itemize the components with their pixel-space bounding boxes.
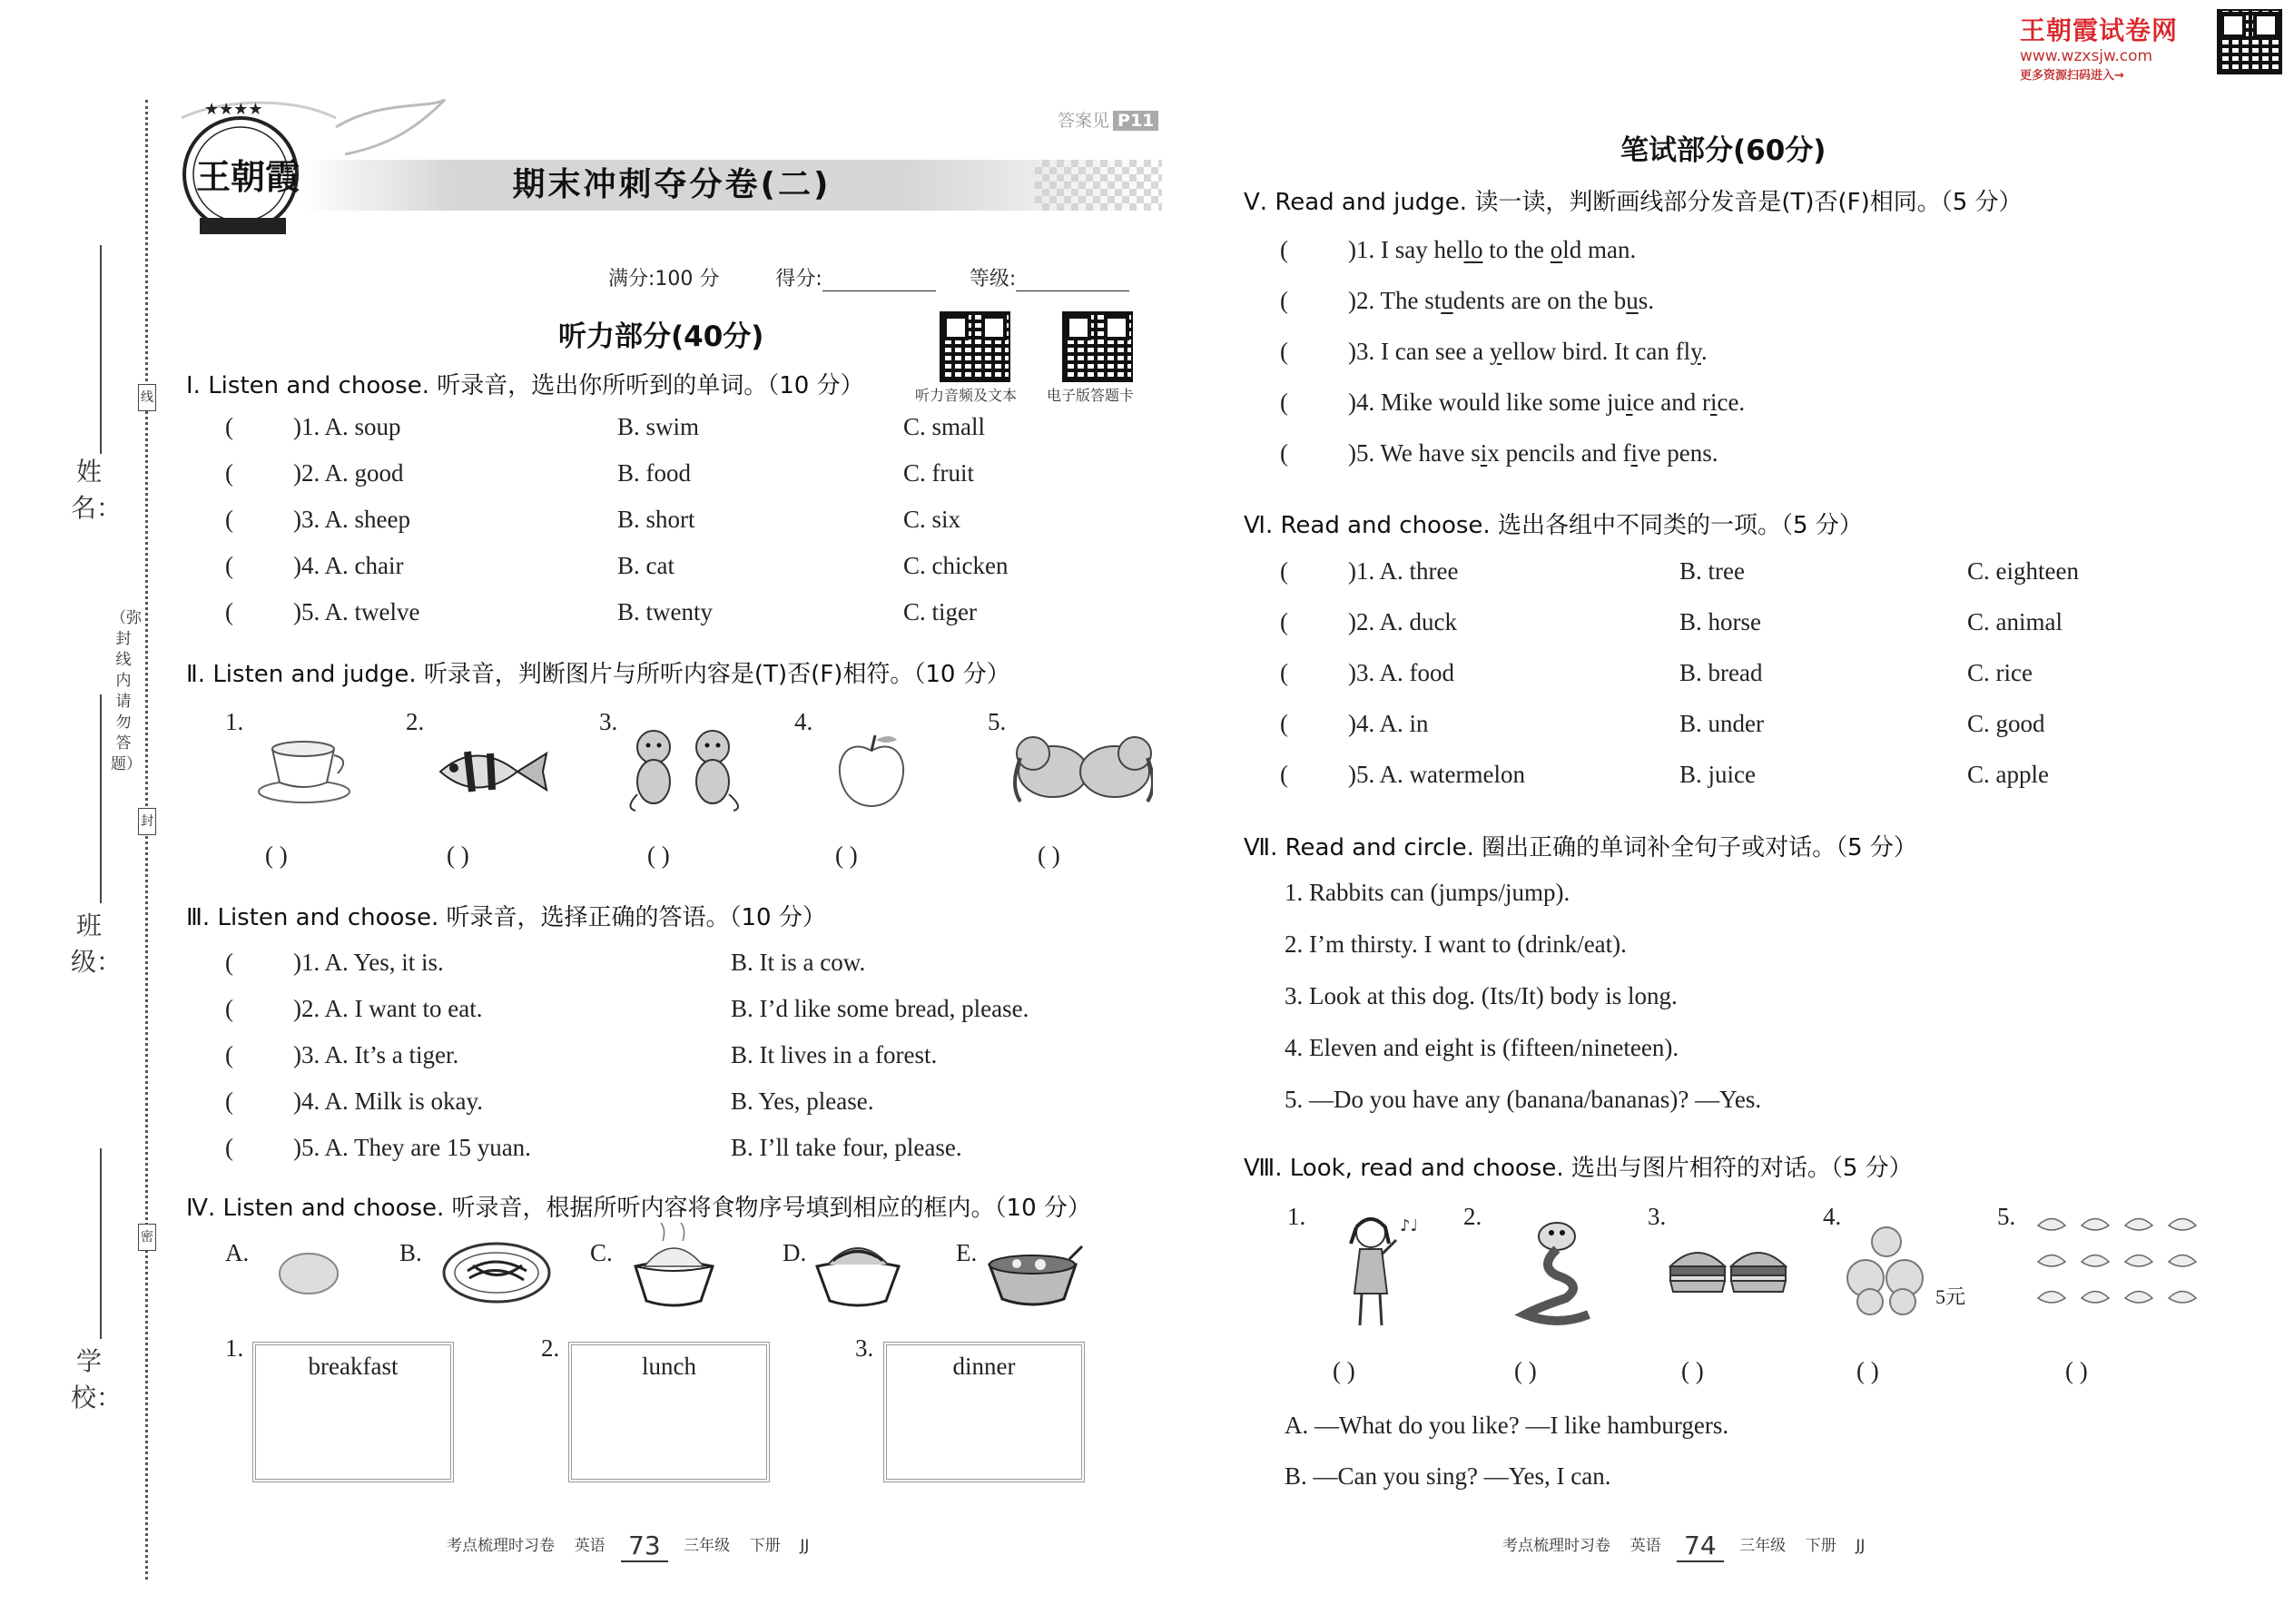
dialogue-option: B. —Can you sing? —Yes, I can. <box>1285 1462 1611 1490</box>
question-option-a: )5. A. watermelon <box>1348 761 1525 788</box>
elephants-picture <box>1008 722 1153 812</box>
score-line <box>608 263 1157 291</box>
section-8-title: Ⅷ. Look, read and choose. 选出与图片相符的对话。（5 分） <box>1244 1155 1913 1182</box>
question-option-b: B. Yes, please. <box>731 1088 874 1115</box>
grade-label: 等级: <box>969 268 1017 290</box>
sentence-text: I can see a <box>1381 338 1490 365</box>
answer-paren[interactable]: ( <box>1280 557 1288 585</box>
answer-paren[interactable]: ( ) <box>1681 1357 1704 1384</box>
answer-paren[interactable]: ( ) <box>447 842 469 869</box>
qr-code-audio[interactable] <box>940 311 1010 382</box>
food-letter: B. <box>399 1239 422 1266</box>
score-label: 得分: <box>775 268 822 290</box>
monkeys-picture <box>617 722 753 812</box>
sentence-text: x pencils and f <box>1487 439 1631 467</box>
question-option-a: )5. A. twelve <box>293 598 420 625</box>
underlined-segment: u <box>1441 287 1453 314</box>
footer-grade-left: 三年级 <box>684 1537 731 1555</box>
answer-paren[interactable]: ( <box>1280 338 1288 365</box>
fish-picture <box>427 735 554 808</box>
answer-paren[interactable]: ( ) <box>1514 1357 1537 1384</box>
answer-paren[interactable]: ( <box>225 995 233 1022</box>
circle-sentence[interactable]: 4. Eleven and eight is (fifteen/nineteen). <box>1285 1034 1679 1061</box>
meal-answer-box[interactable] <box>568 1342 770 1482</box>
answer-paren[interactable]: ( ) <box>835 842 858 869</box>
sentence-text: ellow bird. It can fl <box>1501 338 1691 365</box>
food-letter: C. <box>590 1239 613 1266</box>
sentence <box>1348 287 1654 315</box>
sentence-text: )5. <box>1348 439 1381 467</box>
section-3-title: Ⅲ. Listen and choose. 听录音，选择正确的答语。（10 分） <box>186 904 826 931</box>
answer-paren[interactable]: ( <box>225 459 233 487</box>
underlined-segment: o <box>1550 236 1563 263</box>
underlined-segment: i <box>1625 389 1633 416</box>
question-option-c: C. animal <box>1967 608 2063 635</box>
answer-paren[interactable]: ( <box>1280 389 1288 416</box>
sentence <box>1348 439 1718 468</box>
footer-subject-left: 英语 <box>574 1537 605 1555</box>
question-option-b: B. food <box>617 459 691 487</box>
sentence-text: )4. <box>1348 389 1381 416</box>
question-option-a: )2. A. good <box>293 459 404 487</box>
sentence-text: Mike would like some ju <box>1381 389 1626 416</box>
answer-paren[interactable]: ( ) <box>1333 1357 1355 1384</box>
underlined-segment: i <box>1709 389 1718 416</box>
binding-mark-seal: 封 <box>138 808 156 835</box>
underlined-segment: lo <box>1463 236 1483 263</box>
sentence-text: s. <box>1638 287 1654 314</box>
logo-text: 王朝霞 <box>196 156 300 197</box>
site-tagline: 更多资源扫码进入→ <box>2020 69 2124 83</box>
site-brand[interactable] <box>2020 11 2178 83</box>
sentence-text: )1. <box>1348 236 1381 263</box>
underlined-segment: u <box>1626 287 1639 314</box>
sentence <box>1348 338 1708 366</box>
question-option-b: B. horse <box>1679 608 1761 635</box>
answer-paren[interactable]: ( ) <box>265 842 288 869</box>
egg-picture <box>272 1248 345 1298</box>
listening-heading: 听力部分(40分) <box>558 320 764 353</box>
qr-label-audio: 听力音频及文本 <box>915 387 1018 404</box>
box-number: 3. <box>855 1334 874 1362</box>
question-option-c: C. eighteen <box>1967 557 2079 585</box>
footer-grade-right: 三年级 <box>1739 1537 1787 1555</box>
question-option-b: B. juice <box>1679 761 1756 788</box>
sentence-text: to the <box>1482 236 1551 263</box>
question-option-a: )2. A. I want to eat. <box>293 995 483 1022</box>
section-7-title: Ⅶ. Read and circle. 圈出正确的单词补全句子或对话。（5 分） <box>1244 834 1917 861</box>
question-option-c: C. six <box>903 506 961 533</box>
question-option-a: )3. A. food <box>1348 659 1454 686</box>
writing-heading: 笔试部分(60分) <box>1620 134 1826 167</box>
answer-paren[interactable]: ( <box>1280 287 1288 314</box>
site-url: www.wzxsjw.com <box>2020 47 2153 65</box>
question-option-a: )3. A. It’s a tiger. <box>293 1041 459 1068</box>
answer-paren[interactable]: ( <box>1280 761 1288 788</box>
underlined-segment: i <box>1630 439 1639 467</box>
page-number-right: 74 <box>1677 1530 1724 1562</box>
question-option-a: )1. A. soup <box>293 413 401 440</box>
circle-sentence[interactable]: 3. Look at this dog. (Its/It) body is long. <box>1285 982 1678 1009</box>
pears-picture <box>1843 1216 1929 1316</box>
footer-series-left: 考点梳理时习卷 <box>447 1537 555 1555</box>
birds-picture <box>2029 1207 2210 1325</box>
dialogue-option: A. —What do you like? —I like hamburgers. <box>1285 1412 1729 1439</box>
question-option-c: C. small <box>903 413 986 440</box>
picture-number: 2. <box>406 708 425 735</box>
binding-dotted-line <box>145 100 148 1580</box>
food-letter: E. <box>956 1239 978 1266</box>
footer-edition-left: JJ <box>800 1537 810 1555</box>
answer-reference <box>1058 107 1158 132</box>
question-option-c: C. tiger <box>903 598 977 625</box>
class-label: 班级： <box>71 910 123 977</box>
apple-picture <box>826 731 917 812</box>
answer-paren[interactable]: ( <box>1280 659 1288 686</box>
question-option-b: B. cat <box>617 552 674 579</box>
picture-number: 5. <box>1997 1203 2016 1230</box>
grade-field[interactable] <box>1016 271 1129 291</box>
answer-paren[interactable]: ( <box>225 598 233 625</box>
footer-left <box>447 1530 809 1562</box>
seal-note: （弥封线内请勿答题） <box>111 609 142 773</box>
circle-sentence[interactable]: 1. Rabbits can (jumps/jump). <box>1285 879 1570 906</box>
circle-sentence[interactable]: 2. I’m thirsty. I want to (drink/eat). <box>1285 930 1627 958</box>
footer-term-right: 下册 <box>1805 1537 1836 1555</box>
site-qr-code[interactable] <box>2217 9 2282 74</box>
food-letter: D. <box>783 1239 807 1266</box>
question-option-c: C. apple <box>1967 761 2049 788</box>
answer-paren[interactable]: ( <box>1280 608 1288 635</box>
answer-paren[interactable]: ( <box>225 949 233 976</box>
sentence-text: ce. <box>1717 389 1746 416</box>
answer-paren[interactable]: ( ) <box>2065 1357 2088 1384</box>
picture-number: 1. <box>225 708 244 735</box>
page-title: 期末冲刺夺分卷(二) <box>512 166 832 203</box>
section-1-title: Ⅰ. Listen and choose. 听录音，选出你所听到的单词。（10 分） <box>186 372 864 399</box>
answer-paren[interactable]: ( <box>225 1041 233 1068</box>
question-option-b: B. short <box>617 506 695 533</box>
answer-paren[interactable]: ( <box>225 552 233 579</box>
sentence-text: I say hel <box>1381 236 1464 263</box>
class-field[interactable] <box>100 694 102 903</box>
picture-number: 4. <box>1823 1203 1842 1230</box>
answer-paren[interactable]: ( <box>225 413 233 440</box>
sentence-text: )3. <box>1348 338 1381 365</box>
sentence-text: ld man. <box>1562 236 1637 263</box>
picture-number: 2. <box>1463 1203 1482 1230</box>
name-label: 姓名： <box>71 457 123 523</box>
footer-edition-right: JJ <box>1856 1537 1866 1555</box>
meal-answer-box[interactable] <box>883 1342 1085 1482</box>
sentence <box>1348 236 1636 264</box>
girl-singing-picture <box>1325 1207 1425 1334</box>
question-option-a: )2. A. duck <box>1348 608 1457 635</box>
question-option-a: )4. A. Milk is okay. <box>293 1088 483 1115</box>
box-number: 1. <box>225 1334 244 1362</box>
question-option-a: )4. A. chair <box>293 552 404 579</box>
snake-picture <box>1502 1216 1602 1330</box>
question-option-a: )5. A. They are 15 yuan. <box>293 1134 531 1161</box>
underlined-segment: i <box>1480 439 1488 467</box>
school-field[interactable] <box>100 1148 102 1339</box>
section-2-title: Ⅱ. Listen and judge. 听录音，判断图片与所听内容是(T)否(F)相符。（10 分） <box>186 661 1010 688</box>
answer-paren[interactable]: ( ) <box>1038 842 1060 869</box>
answer-paren[interactable]: ( <box>1280 439 1288 467</box>
score-field[interactable] <box>822 271 936 291</box>
question-option-b: B. It is a cow. <box>731 949 866 976</box>
circle-sentence[interactable]: 5. —Do you have any (banana/bananas)? —Yes. <box>1285 1086 1762 1113</box>
meal-answer-box[interactable] <box>252 1342 454 1482</box>
footer-series-right: 考点梳理时习卷 <box>1502 1537 1610 1555</box>
sentence-text: ce and r <box>1632 389 1710 416</box>
teacup-picture <box>254 726 354 808</box>
hamburgers-picture <box>1666 1239 1793 1307</box>
picture-number: 5. <box>988 708 1007 735</box>
binding-mark-line: 线 <box>138 384 156 411</box>
section-5-title: Ⅴ. Read and judge. 读一读，判断画线部分发音是(T)否(F)相同。（5 分） <box>1244 189 2023 216</box>
footer-subject-right: 英语 <box>1629 1537 1661 1555</box>
sentence-text: dents are on the b <box>1452 287 1627 314</box>
answer-paren[interactable]: ( <box>225 506 233 533</box>
question-option-a: )4. A. in <box>1348 710 1429 737</box>
picture-number: 3. <box>599 708 618 735</box>
site-name: 王朝霞试卷网 <box>2020 15 2179 45</box>
noodle-bowl-picture <box>808 1221 908 1312</box>
sentence-text: We have s <box>1380 439 1481 467</box>
section-6-title: Ⅵ. Read and choose. 选出各组中不同类的一项。（5 分） <box>1244 512 1863 539</box>
sentence-text: )2. <box>1348 287 1381 314</box>
answer-paren[interactable]: ( <box>225 1134 233 1161</box>
question-option-b: B. tree <box>1679 557 1745 585</box>
question-option-c: C. good <box>1967 710 2045 737</box>
price-tag: 5元 <box>1935 1285 1966 1308</box>
noodles-plate-picture <box>440 1235 554 1307</box>
answer-paren[interactable]: ( ) <box>647 842 670 869</box>
rice-bowl-picture <box>626 1221 722 1312</box>
question-option-a: )3. A. sheep <box>293 506 410 533</box>
question-option-b: B. It lives in a forest. <box>731 1041 938 1068</box>
question-option-a: )1. A. three <box>1348 557 1459 585</box>
section-4-title: Ⅳ. Listen and choose. 听录音，根据所听内容将食物序号填到相应的框内。（10 分） <box>186 1195 1091 1222</box>
picture-number: 3. <box>1648 1203 1667 1230</box>
sentence <box>1348 389 1745 417</box>
box-number: 2. <box>541 1334 560 1362</box>
answer-paren[interactable]: ( ) <box>1856 1357 1879 1384</box>
answer-paren[interactable]: ( <box>1280 236 1288 263</box>
qr-code-answer-card[interactable] <box>1062 311 1133 382</box>
question-option-b: B. twenty <box>617 598 713 625</box>
question-option-b: B. swim <box>617 413 700 440</box>
question-option-b: B. bread <box>1679 659 1763 686</box>
question-option-b: B. under <box>1679 710 1764 737</box>
svg-text:★★★★: ★★★★ <box>204 100 263 119</box>
full-score: 满分:100 分 <box>608 268 720 290</box>
question-option-b: B. I’d like some bread, please. <box>731 995 1029 1022</box>
svg-text:♪♩: ♪♩ <box>1400 1216 1418 1235</box>
meal-label: dinner <box>952 1353 1016 1380</box>
food-letter: A. <box>225 1239 250 1266</box>
question-option-c: C. rice <box>1967 659 2033 686</box>
title-checker-pattern <box>1035 160 1162 211</box>
question-option-a: )1. A. Yes, it is. <box>293 949 444 976</box>
name-field[interactable] <box>100 245 102 454</box>
answer-paren[interactable]: ( <box>1280 710 1288 737</box>
meal-label: breakfast <box>308 1353 399 1380</box>
question-option-b: B. I’ll take four, please. <box>731 1134 962 1161</box>
underlined-segment: y <box>1489 338 1502 365</box>
footer-right <box>1502 1530 1865 1562</box>
binding-mark-secret: 密 <box>138 1224 156 1251</box>
underlined-segment: y <box>1690 338 1701 365</box>
soup-bowl-picture <box>980 1239 1085 1312</box>
picture-number: 1. <box>1287 1203 1306 1230</box>
footer-term-left: 下册 <box>749 1537 781 1555</box>
answer-ref-label: 答案见 <box>1058 111 1110 131</box>
school-label: 学校： <box>71 1346 123 1412</box>
question-option-c: C. fruit <box>903 459 974 487</box>
meal-label: lunch <box>642 1353 696 1380</box>
sentence-text: ve pens. <box>1638 439 1718 467</box>
page-number-left: 73 <box>621 1530 668 1562</box>
sentence-text: . <box>1700 338 1708 365</box>
question-option-c: C. chicken <box>903 552 1009 579</box>
sentence-text: The st <box>1380 287 1442 314</box>
picture-number: 4. <box>794 708 813 735</box>
answer-paren[interactable]: ( <box>225 1088 233 1115</box>
answer-ref-page: P11 <box>1113 111 1158 131</box>
qr-label-answer-card: 电子版答题卡 <box>1047 387 1135 404</box>
